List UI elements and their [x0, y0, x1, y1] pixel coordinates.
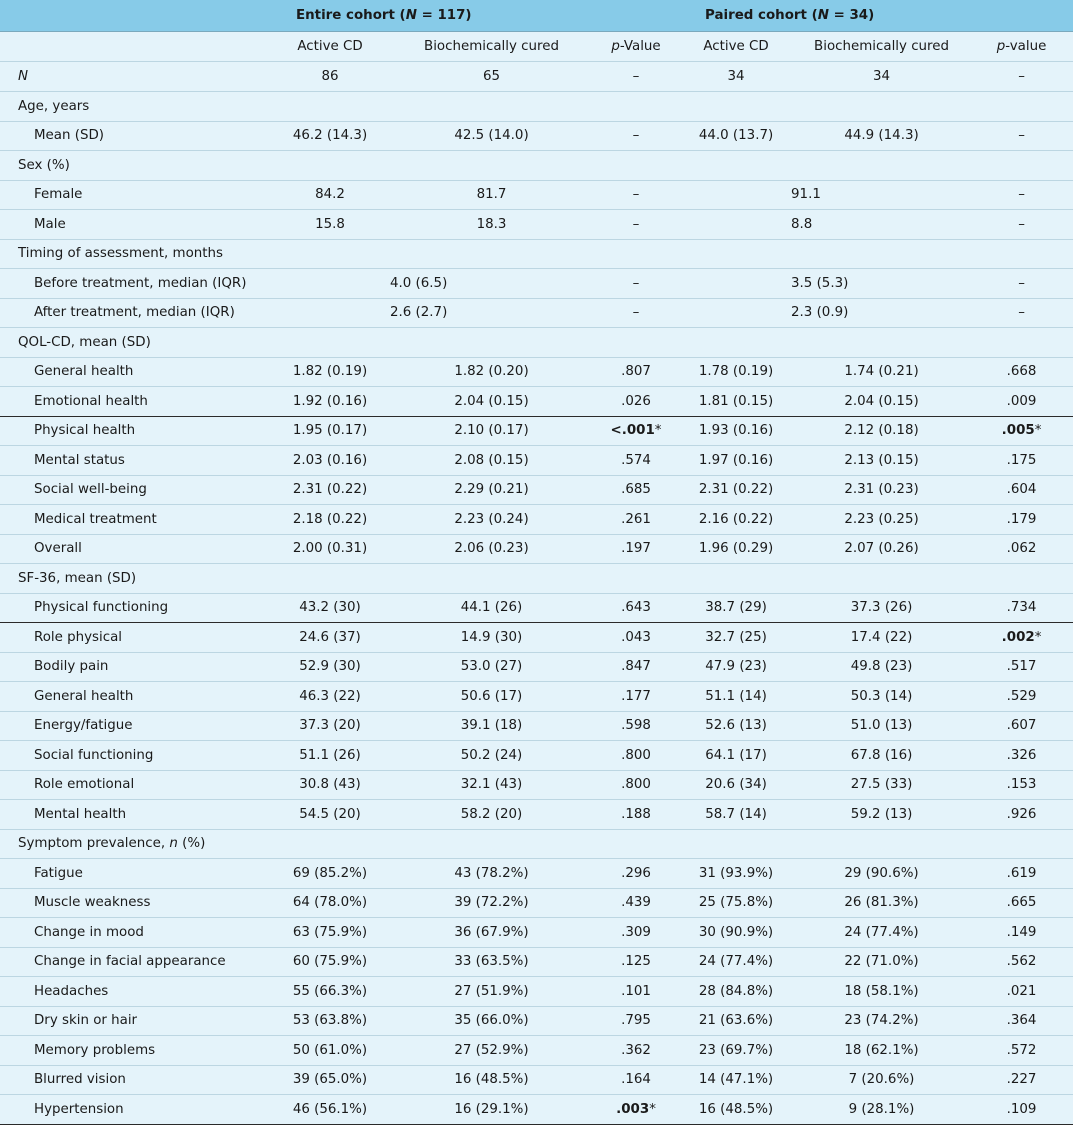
cell-entire-merged: 4.0 (6.5) [270, 269, 593, 299]
data-row-qol-3 [0, 446, 1073, 476]
cell-5 [970, 623, 1073, 653]
cell-4: 7 (20.6%) [793, 1065, 970, 1095]
cell-5: .734 [970, 593, 1073, 623]
cell-4: 37.3 (26) [793, 593, 970, 623]
cell-3: 25 (75.8%) [679, 888, 793, 918]
header-blank [0, 0, 270, 32]
cell-2: .598 [593, 711, 679, 741]
section-row-sex [0, 151, 1073, 181]
cell-3: 1.81 (0.15) [679, 387, 793, 417]
cell-paired-merged: 3.5 (5.3) [679, 269, 970, 299]
cell-0: 63 (75.9%) [270, 918, 390, 948]
cell-1: 2.10 (0.17) [390, 416, 593, 446]
cell-1: 16 (29.1%) [390, 1095, 593, 1125]
col-header-cured-entire: Biochemically cured [390, 32, 593, 62]
cell-3: 32.7 (25) [679, 623, 793, 653]
cell-1: 53.0 (27) [390, 652, 593, 682]
cell-0: 15.8 [270, 210, 390, 240]
row-label: Social well-being [0, 475, 270, 505]
section-title-timing: Timing of assessment, months [0, 239, 1073, 269]
cell-1: 39 (72.2%) [390, 888, 593, 918]
row-label: General health [0, 682, 270, 712]
data-row-timing-1 [0, 298, 1073, 328]
bold-pvalue: .003 [616, 1101, 650, 1117]
cell-0: 30.8 (43) [270, 770, 390, 800]
cell-1: 2.06 (0.23) [390, 534, 593, 564]
data-row-sex-1 [0, 210, 1073, 240]
cell-5: .364 [970, 1006, 1073, 1036]
cell-0: 2.00 (0.31) [270, 534, 390, 564]
cell-4: 22 (71.0%) [793, 947, 970, 977]
section-title-sf36: SF-36, mean (SD) [0, 564, 1073, 594]
cell-1: 42.5 (14.0) [390, 121, 593, 151]
cell-2: .125 [593, 947, 679, 977]
cell-4: 18 (58.1%) [793, 977, 970, 1007]
cell-3: 51.1 (14) [679, 682, 793, 712]
cell-5: .149 [970, 918, 1073, 948]
data-row-symptom-1 [0, 888, 1073, 918]
cell-3: 1.96 (0.29) [679, 534, 793, 564]
row-label: Change in facial appearance [0, 947, 270, 977]
cell-4: 2.13 (0.15) [793, 446, 970, 476]
cell-2: .043 [593, 623, 679, 653]
cell-5: .604 [970, 475, 1073, 505]
cell-2: – [593, 180, 679, 210]
data-row-qol-2 [0, 416, 1073, 446]
cell-3: 14 (47.1%) [679, 1065, 793, 1095]
row-label: Mental status [0, 446, 270, 476]
cell-2: .296 [593, 859, 679, 889]
data-row-symptom-8 [0, 1095, 1073, 1125]
data-row-sf36-4 [0, 711, 1073, 741]
section-row-age [0, 92, 1073, 122]
significance-mark: * [649, 1101, 656, 1117]
cell-5: .153 [970, 770, 1073, 800]
section-title-symptom [0, 829, 1073, 859]
col-header-cured-paired: Biochemically cured [793, 32, 970, 62]
cell-2: .439 [593, 888, 679, 918]
cell-5: .179 [970, 505, 1073, 535]
data-row-symptom-4 [0, 977, 1073, 1007]
data-row-qol-5 [0, 505, 1073, 535]
cell-0: 55 (66.3%) [270, 977, 390, 1007]
cell-5: .562 [970, 947, 1073, 977]
cell-2: .574 [593, 446, 679, 476]
cell-4: 9 (28.1%) [793, 1095, 970, 1125]
cell-0: 50 (61.0%) [270, 1036, 390, 1066]
cell-4: 27.5 (33) [793, 770, 970, 800]
cell-2: .643 [593, 593, 679, 623]
cell-2: .847 [593, 652, 679, 682]
cell-1: 36 (67.9%) [390, 918, 593, 948]
cell-3: 20.6 (34) [679, 770, 793, 800]
cell-paired-p: – [970, 180, 1073, 210]
row-label: Dry skin or hair [0, 1006, 270, 1036]
row-label: Hypertension [0, 1095, 270, 1125]
cell-5: .326 [970, 741, 1073, 771]
row-label: Role physical [0, 623, 270, 653]
cell-1: 32.1 (43) [390, 770, 593, 800]
section-title-age: Age, years [0, 92, 1073, 122]
cell-0: 53 (63.8%) [270, 1006, 390, 1036]
col-header-active-paired: Active CD [679, 32, 793, 62]
section-row-timing [0, 239, 1073, 269]
n-label: N [0, 62, 270, 92]
cell-3: 23 (69.7%) [679, 1036, 793, 1066]
cell-1: 81.7 [390, 180, 593, 210]
data-row-timing-0 [0, 269, 1073, 299]
cell-1: 2.23 (0.24) [390, 505, 593, 535]
cell-0: 69 (85.2%) [270, 859, 390, 889]
cell-3: 31 (93.9%) [679, 859, 793, 889]
paired-cohort-header: Paired cohort (N = 34) [679, 0, 1073, 32]
cell-0: 2.18 (0.22) [270, 505, 390, 535]
cell-5: .009 [970, 387, 1073, 417]
bold-pvalue: .002 [1001, 629, 1035, 645]
cell-0: 84.2 [270, 180, 390, 210]
cell-4: 17.4 (22) [793, 623, 970, 653]
row-label: Role emotional [0, 770, 270, 800]
cell-1: 35 (66.0%) [390, 1006, 593, 1036]
cell-2: .164 [593, 1065, 679, 1095]
cell-4: 2.12 (0.18) [793, 416, 970, 446]
cell-1: 33 (63.5%) [390, 947, 593, 977]
cell-1: 27 (51.9%) [390, 977, 593, 1007]
cell-0: 43.2 (30) [270, 593, 390, 623]
row-label: Emotional health [0, 387, 270, 417]
cell-1: 14.9 (30) [390, 623, 593, 653]
cell-4: 23 (74.2%) [793, 1006, 970, 1036]
cell-5: .665 [970, 888, 1073, 918]
data-row-symptom-6 [0, 1036, 1073, 1066]
row-label: Mean (SD) [0, 121, 270, 151]
cell-0: 2.31 (0.22) [270, 475, 390, 505]
cell-paired-p: – [970, 269, 1073, 299]
row-label: Energy/fatigue [0, 711, 270, 741]
cell-5: – [970, 121, 1073, 151]
cell-1: 27 (52.9%) [390, 1036, 593, 1066]
cell-3: 44.0 (13.7) [679, 121, 793, 151]
cell-3: 58.7 (14) [679, 800, 793, 830]
cell-5: .021 [970, 977, 1073, 1007]
cell-4: 26 (81.3%) [793, 888, 970, 918]
cell-3: 21 (63.6%) [679, 1006, 793, 1036]
row-label: Before treatment, median (IQR) [0, 269, 270, 299]
row-label: Blurred vision [0, 1065, 270, 1095]
cell-2: .177 [593, 682, 679, 712]
cell-paired-merged: 2.3 (0.9) [679, 298, 970, 328]
data-row-symptom-5 [0, 1006, 1073, 1036]
cell-2 [593, 416, 679, 446]
cell-4: 51.0 (13) [793, 711, 970, 741]
cell-0: 52.9 (30) [270, 652, 390, 682]
cell-2: .309 [593, 918, 679, 948]
data-row-symptom-2 [0, 918, 1073, 948]
cell-0: 1.95 (0.17) [270, 416, 390, 446]
row-label: Medical treatment [0, 505, 270, 535]
cell-paired-merged: 8.8 [679, 210, 970, 240]
cell-4: 2.04 (0.15) [793, 387, 970, 417]
cell-5: .062 [970, 534, 1073, 564]
cell-1: 58.2 (20) [390, 800, 593, 830]
data-row-sf36-3 [0, 682, 1073, 712]
cell-1: 50.6 (17) [390, 682, 593, 712]
cell-5 [970, 416, 1073, 446]
significance-mark: * [654, 423, 662, 439]
cell-4: 29 (90.6%) [793, 859, 970, 889]
data-row-sf36-7 [0, 800, 1073, 830]
row-label: Physical functioning [0, 593, 270, 623]
cell-entire-p: – [593, 298, 679, 328]
cell-0: 46 (56.1%) [270, 1095, 390, 1125]
col-header-active-entire: Active CD [270, 32, 390, 62]
cell-3: 2.31 (0.22) [679, 475, 793, 505]
data-row-qol-1 [0, 387, 1073, 417]
cell-5: .227 [970, 1065, 1073, 1095]
row-label: Mental health [0, 800, 270, 830]
data-row-sf36-6 [0, 770, 1073, 800]
section-row-sf36 [0, 564, 1073, 594]
data-row-qol-0 [0, 357, 1073, 387]
cell-0: 64 (78.0%) [270, 888, 390, 918]
row-label: Change in mood [0, 918, 270, 948]
cell-3: 16 (48.5%) [679, 1095, 793, 1125]
cell-3: 64.1 (17) [679, 741, 793, 771]
cell-4: 49.8 (23) [793, 652, 970, 682]
row-label: Memory problems [0, 1036, 270, 1066]
cell-2: .362 [593, 1036, 679, 1066]
cell-2 [593, 1095, 679, 1125]
data-row-symptom-7 [0, 1065, 1073, 1095]
cell-2: .795 [593, 1006, 679, 1036]
column-header-row [0, 32, 1073, 62]
n-cured-entire: 65 [390, 62, 593, 92]
cell-0: 1.82 (0.19) [270, 357, 390, 387]
cell-2: .188 [593, 800, 679, 830]
cell-4: 2.07 (0.26) [793, 534, 970, 564]
cell-5: .572 [970, 1036, 1073, 1066]
cell-1: 39.1 (18) [390, 711, 593, 741]
row-label: Muscle weakness [0, 888, 270, 918]
cell-2: .800 [593, 770, 679, 800]
row-label: Female [0, 180, 270, 210]
data-row-qol-4 [0, 475, 1073, 505]
section-row-symptom [0, 829, 1073, 859]
n-active-paired: 34 [679, 62, 793, 92]
bold-pvalue: <.001 [610, 423, 655, 439]
row-label: General health [0, 357, 270, 387]
cell-5: .926 [970, 800, 1073, 830]
data-row-symptom-0 [0, 859, 1073, 889]
cell-4: 50.3 (14) [793, 682, 970, 712]
cell-3: 30 (90.9%) [679, 918, 793, 948]
cell-0: 46.3 (22) [270, 682, 390, 712]
cell-2: .026 [593, 387, 679, 417]
cell-3: 1.93 (0.16) [679, 416, 793, 446]
cell-1: 50.2 (24) [390, 741, 593, 771]
n-cured-paired: 34 [793, 62, 970, 92]
entire-cohort-header: Entire cohort (N = 117) [270, 0, 679, 32]
n-row [0, 62, 1073, 92]
cell-3: 52.6 (13) [679, 711, 793, 741]
significance-mark: * [1034, 629, 1042, 645]
cell-0: 39 (65.0%) [270, 1065, 390, 1095]
cell-entire-p: – [593, 269, 679, 299]
significance-mark: * [1034, 423, 1042, 439]
cell-entire-merged: 2.6 (2.7) [270, 298, 593, 328]
cell-2: .197 [593, 534, 679, 564]
cell-5: .517 [970, 652, 1073, 682]
cell-5: .619 [970, 859, 1073, 889]
data-row-sex-0 [0, 180, 1073, 210]
cell-2: .800 [593, 741, 679, 771]
cell-1: 43 (78.2%) [390, 859, 593, 889]
cell-4: 1.74 (0.21) [793, 357, 970, 387]
section-title-sex: Sex (%) [0, 151, 1073, 181]
cell-2: .807 [593, 357, 679, 387]
cell-2: .261 [593, 505, 679, 535]
cell-0: 37.3 (20) [270, 711, 390, 741]
data-row-qol-6 [0, 534, 1073, 564]
n-pvalue-paired: – [970, 62, 1073, 92]
cell-0: 24.6 (37) [270, 623, 390, 653]
section-title-main: Symptom prevalence, [18, 836, 170, 852]
cell-2: – [593, 210, 679, 240]
cell-paired-p: – [970, 210, 1073, 240]
cell-0: 46.2 (14.3) [270, 121, 390, 151]
cell-2: .101 [593, 977, 679, 1007]
cell-4: 18 (62.1%) [793, 1036, 970, 1066]
cell-1: 2.29 (0.21) [390, 475, 593, 505]
bold-pvalue: .005 [1001, 423, 1035, 439]
data-row-sf36-0 [0, 593, 1073, 623]
cell-paired-p: – [970, 298, 1073, 328]
section-title-tail: (%) [177, 836, 206, 852]
cell-0: 51.1 (26) [270, 741, 390, 771]
cell-3: 38.7 (29) [679, 593, 793, 623]
cell-0: 1.92 (0.16) [270, 387, 390, 417]
row-label: Headaches [0, 977, 270, 1007]
cell-4: 44.9 (14.3) [793, 121, 970, 151]
cell-5: .607 [970, 711, 1073, 741]
cell-3: 1.97 (0.16) [679, 446, 793, 476]
section-title-qol: QOL-CD, mean (SD) [0, 328, 1073, 358]
row-label: Overall [0, 534, 270, 564]
cell-1: 1.82 (0.20) [390, 357, 593, 387]
cell-paired-merged: 91.1 [679, 180, 970, 210]
cell-4: 59.2 (13) [793, 800, 970, 830]
cell-4: 2.31 (0.23) [793, 475, 970, 505]
cell-3: 24 (77.4%) [679, 947, 793, 977]
data-row-sf36-2 [0, 652, 1073, 682]
cell-4: 24 (77.4%) [793, 918, 970, 948]
cohort-header-row [0, 0, 1073, 32]
cell-0: 2.03 (0.16) [270, 446, 390, 476]
n-pvalue-entire: – [593, 62, 679, 92]
cell-1: 44.1 (26) [390, 593, 593, 623]
data-row-symptom-3 [0, 947, 1073, 977]
row-label: After treatment, median (IQR) [0, 298, 270, 328]
section-title-n: n [169, 836, 178, 852]
column-header-blank [0, 32, 270, 62]
cell-3: 28 (84.8%) [679, 977, 793, 1007]
cell-2: – [593, 121, 679, 151]
cell-5: .529 [970, 682, 1073, 712]
row-label: Physical health [0, 416, 270, 446]
row-label: Male [0, 210, 270, 240]
data-row-age-0 [0, 121, 1073, 151]
cell-3: 1.78 (0.19) [679, 357, 793, 387]
cell-5: .668 [970, 357, 1073, 387]
cell-3: 2.16 (0.22) [679, 505, 793, 535]
cell-1: 2.04 (0.15) [390, 387, 593, 417]
cell-4: 2.23 (0.25) [793, 505, 970, 535]
row-label: Fatigue [0, 859, 270, 889]
cell-2: .685 [593, 475, 679, 505]
cell-3: 47.9 (23) [679, 652, 793, 682]
row-label: Bodily pain [0, 652, 270, 682]
data-row-sf36-5 [0, 741, 1073, 771]
cell-1: 2.08 (0.15) [390, 446, 593, 476]
cell-0: 54.5 (20) [270, 800, 390, 830]
cell-1: 18.3 [390, 210, 593, 240]
col-header-pvalue-entire: p-Value [593, 32, 679, 62]
section-row-qol [0, 328, 1073, 358]
data-row-sf36-1 [0, 623, 1073, 653]
n-active-entire: 86 [270, 62, 390, 92]
cell-5: .109 [970, 1095, 1073, 1125]
cell-1: 16 (48.5%) [390, 1065, 593, 1095]
cell-0: 60 (75.9%) [270, 947, 390, 977]
cell-4: 67.8 (16) [793, 741, 970, 771]
cell-5: .175 [970, 446, 1073, 476]
col-header-pvalue-paired: p-value [970, 32, 1073, 62]
row-label: Social functioning [0, 741, 270, 771]
